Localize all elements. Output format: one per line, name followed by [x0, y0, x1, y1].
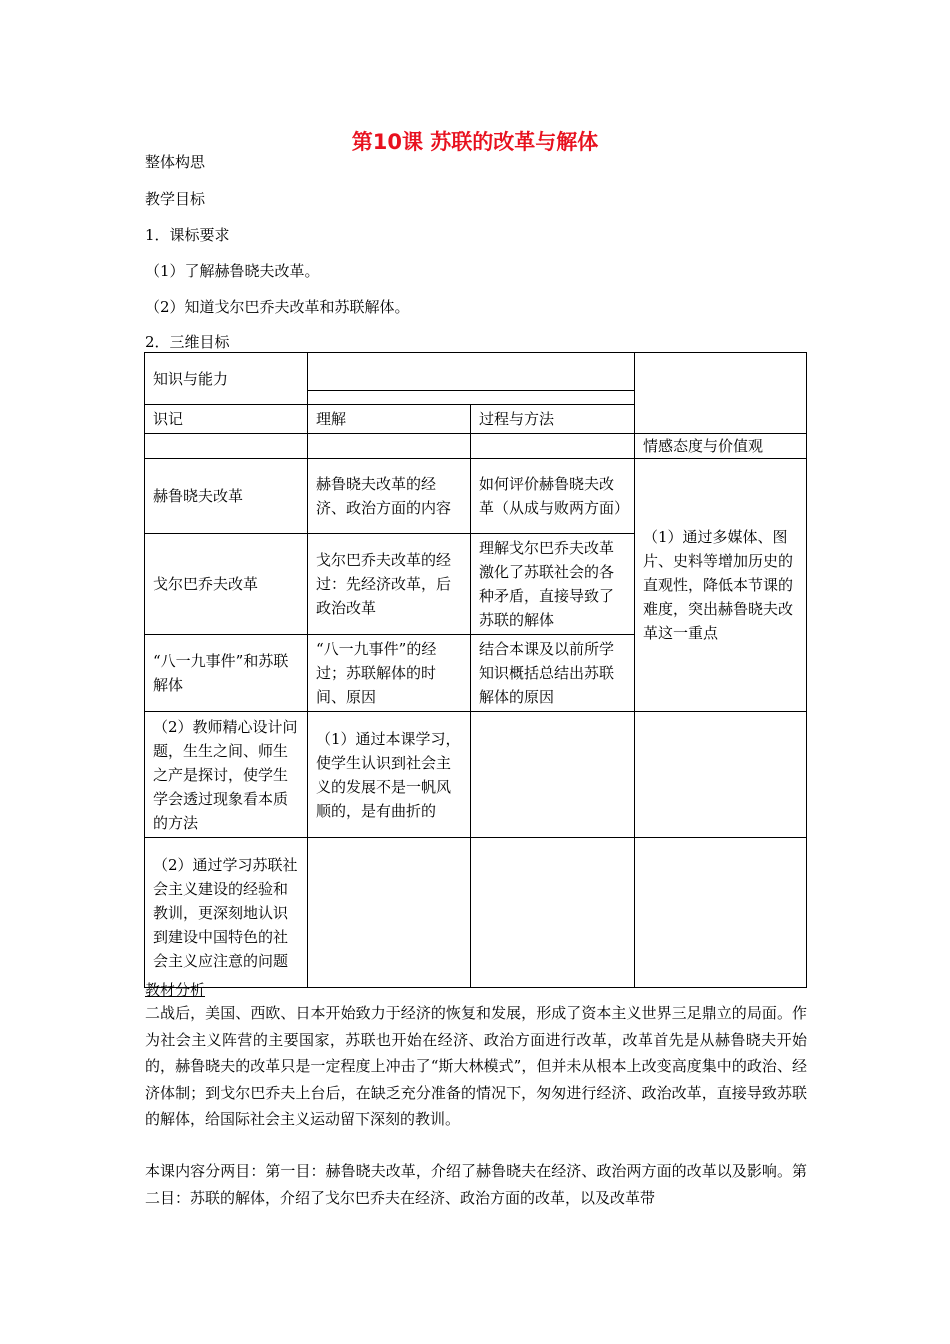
- table-blank-cell: [471, 712, 635, 838]
- table-blank-cell: [308, 838, 471, 988]
- analysis-paragraph-2: 本课内容分两目：第一目：赫鲁晓夫改革，介绍了赫鲁晓夫在经济、政治两方面的改革以及影响。第二目：苏联的解体，介绍了戈尔巴乔夫在经济、政治方面的改革，以及改革带: [145, 1162, 807, 1207]
- heading-three-dim: 2．三维目标: [145, 333, 230, 351]
- table-blank-cell: [471, 838, 635, 988]
- row3-memory: “八一九事件”和苏联解体: [145, 635, 308, 712]
- heading-standards: 1．课标要求: [145, 226, 230, 244]
- table-blank-cell: [635, 838, 807, 988]
- emotion-goal-1: （1）通过多媒体、图片、史料等增加历史的直观性，降低本节课的难度，突出赫鲁晓夫改革这一重点: [635, 459, 807, 712]
- table-blank-cell: [145, 434, 308, 459]
- goals-table: [144, 352, 807, 988]
- heading-overall: 整体构思: [145, 153, 206, 171]
- row2-process: 理解戈尔巴乔夫改革激化了苏联社会的各种矛盾，直接导致了苏联的解体: [471, 534, 635, 635]
- table-col-process: 过程与方法: [471, 405, 635, 434]
- table-header-knowledge: 知识与能力: [145, 353, 308, 405]
- row2-understand: 戈尔巴乔夫改革的经过：先经济改革，后政治改革: [308, 534, 471, 635]
- row1-process: 如何评价赫鲁晓夫改革（从成与败两方面）: [471, 459, 635, 534]
- table-blank-cell: [635, 353, 807, 434]
- table-blank-cell: [308, 391, 635, 405]
- row3-process: 结合本课及以前所学知识概括总结出苏联解体的原因: [471, 635, 635, 712]
- process-goal-2: （2）教师精心设计问题，生生之间、师生之产是探讨，使学生学会透过现象看本质的方法: [145, 712, 308, 838]
- emotion-goal-2: （2）通过学习苏联社会主义建设的经验和教训，更深刻地认识到建设中国特色的社会主义应注意的问题: [145, 838, 308, 988]
- emotion-goal-1b: （1）通过本课学习，使学生认识到社会主义的发展不是一帆风顺的，是有曲折的: [308, 712, 471, 838]
- standard-item-2: （2）知道戈尔巴乔夫改革和苏联解体。: [145, 298, 410, 316]
- table-blank-cell: [471, 434, 635, 459]
- table-col-memory: 识记: [145, 405, 308, 434]
- heading-analysis: 教材分析: [145, 981, 206, 999]
- page-title: 第10课 苏联的改革与解体: [351, 130, 599, 154]
- table-col-emotion: 情感态度与价值观: [635, 434, 807, 459]
- standard-item-1: （1）了解赫鲁晓夫改革。: [145, 262, 320, 280]
- table-blank-cell: [308, 353, 635, 391]
- heading-objectives: 教学目标: [145, 190, 206, 208]
- analysis-paragraph-1: 二战后，美国、西欧、日本开始致力于经济的恢复和发展，形成了资本主义世界三足鼎立的局面。作为社会主义阵营的主要国家，苏联也开始在经济、政治方面进行改革，改革首先是从赫鲁晓夫开始的，赫鲁晓夫的改革只是一定程度上冲击了“斯大林模式”，但并未从根本上改变高度集中的政治、经济体制；到戈尔巴乔夫上台后，在缺乏充分准备的情况下，匆匆进行经济、政治改革，直接导致苏联的解体，给国际社会主义运动留下深刻的教训。: [145, 1004, 807, 1128]
- row2-memory: 戈尔巴乔夫改革: [145, 534, 308, 635]
- table-col-understand: 理解: [308, 405, 471, 434]
- row3-understand: “八一九事件”的经过；苏联解体的时间、原因: [308, 635, 471, 712]
- table-blank-cell: [308, 434, 471, 459]
- row1-memory: 赫鲁晓夫改革: [145, 459, 308, 534]
- table-blank-cell: [635, 712, 807, 838]
- row1-understand: 赫鲁晓夫改革的经济、政治方面的内容: [308, 459, 471, 534]
